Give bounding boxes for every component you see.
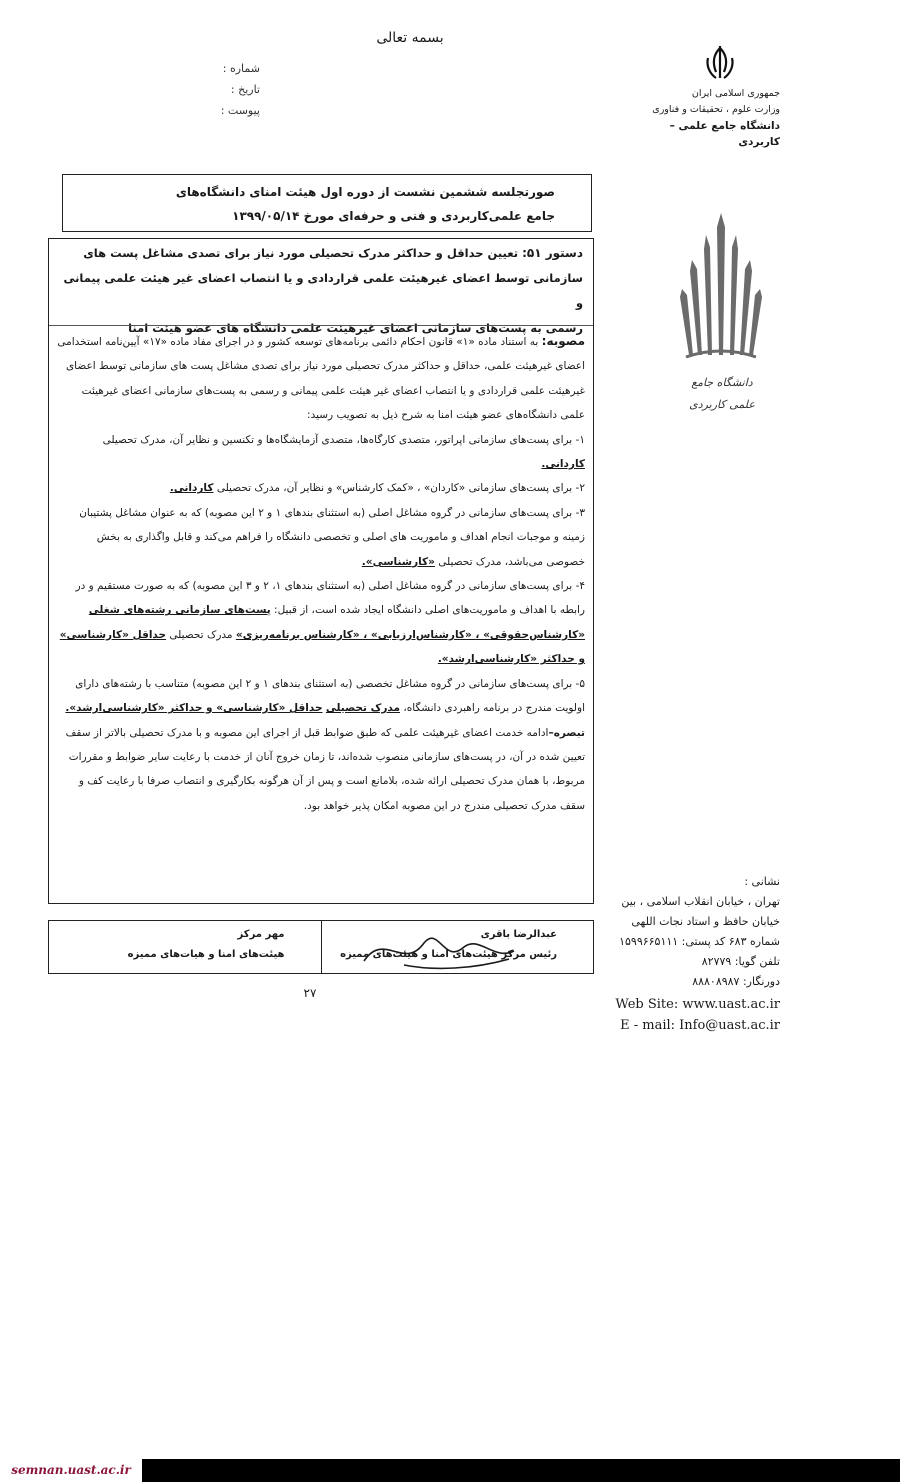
resolution-note (57, 721, 585, 819)
contact-address (596, 872, 780, 992)
seal-title: هیئت‌های امنا و هیات‌های ممیزه (127, 949, 285, 960)
address-line1: تهران ، خیابان انقلاب اسلامی ، بین (621, 895, 780, 908)
logo-text-line1: دانشگاه جامع (691, 376, 753, 389)
signer-name: عبدالرضا باقری (480, 929, 557, 940)
letter-meta (150, 58, 260, 121)
agenda-line1: تعیین حداقل و حداکثر مدرک تحصیلی مورد نیاز برای تصدی مشاغل پست های (83, 246, 519, 260)
website-text: Web Site: www.uast.ac.ir (615, 997, 780, 1012)
resolution-text (57, 329, 585, 818)
item-2-text: ۲- برای پست‌های سازمانی «کاردان» ، «کمک کارشناس» و نظایر آن، مدرک تحصیلی (216, 482, 585, 495)
item-2-degree: کاردانی. (169, 482, 214, 495)
item-3-degree: «کارشناسی». (361, 555, 435, 568)
item-4-degree-prefix: مدرک تحصیلی (169, 628, 233, 641)
resolution-item-4 (57, 574, 585, 672)
signature-cell-head (321, 921, 594, 973)
item-4-posts: پست‌های سازمانی رشته‌های شغلی «کارشناس‌حقوقی» ، «کارشناس‌ارزیابی» ، «کارشناس برنامه‌ریزی» (88, 604, 585, 641)
agenda-line3: رسمی به پست‌های سازمانی اعضای غیرهیئت علمی دانشگاه های عضو هیئت امنا (128, 321, 583, 335)
address-line5: دورنگار: ۸۸۸۰۸۹۸۷ (692, 975, 780, 988)
meeting-title-line2: جامع علمی‌کاربردی و فنی و حرفه‌ای مورخ ۱۳۹۹/۰۵/۱۴ (232, 209, 555, 223)
item-5-text: ۵- برای پست‌های سازمانی در گروه مشاغل تخصصی (به استثنای بندهای ۱ و ۲ این مصوبه) متناسب با رشته‌های دارای اولویت مندرج در برنامه راهبردی دانشگاه، (75, 677, 585, 715)
ministry-header (630, 86, 780, 150)
footer-bar (0, 1459, 900, 1482)
address-line3: شماره ۶۸۳ کد پستی: ۱۵۹۹۶۶۵۱۱۱ (619, 935, 780, 948)
agenda-line2: سازمانی توسط اعضای غیرهیئت علمی قراردادی و یا انتصاب اعضای غیر هیئت علمی پیمانی و (63, 271, 583, 310)
contact-web (596, 994, 780, 1036)
item-4-text: ۴- برای پست‌های سازمانی در گروه مشاغل اصلی (به استثنای بندهای ۱، ۲ و ۳ این مصوبه) که به صورت مستقیم و در رابطه با اهداف و ماموریت‌های اصلی دانشگاه ایجاد شده است، از قبیل: (75, 580, 585, 617)
address-line4: تلفن گویا: ۸۲۷۷۹ (701, 955, 780, 968)
agenda-label: دستور ۵۱: (522, 246, 583, 260)
resolution-item-1 (57, 428, 585, 477)
seal-label: مهر مرکز (237, 929, 285, 940)
logo-calligraphy (672, 372, 772, 416)
item-5-degree-prefix: مدرک تحصیلی (325, 702, 400, 715)
university-name: دانشگاه جامع علمی – کاربردی (669, 120, 780, 148)
item-5-degree: حداقل «کارشناسی» و حداکثر «کارشناسی‌ارشد». (65, 702, 323, 715)
address-line2: خیابان حافظ و استاد نجات اللهی (631, 915, 780, 928)
minutes-box (48, 238, 594, 904)
item-1-text: ۱- برای پست‌های سازمانی اپراتور، متصدی کارگاه‌ها، متصدی آزمایشگاه‌ها و تکنسین و نظایر آن، مدرک تحصیلی (102, 433, 585, 446)
meta-date: تاریخ : (230, 83, 260, 96)
note-label: تبصره– (548, 726, 585, 739)
meta-number: شماره : (222, 62, 260, 75)
agenda-divider (49, 325, 593, 326)
republic-text: جمهوری اسلامی ایران (691, 88, 780, 99)
item-4-degree: حداقل «کارشناسی» و حداکثر «کارشناسی‌ارشد». (59, 628, 585, 666)
resolution-intro: به استناد ماده «۱» قانون احکام دائمی برنامه‌های توسعه کشور و در اجرای مفاد ماده «۱۷» آیین‌نامه استخدامی اعضای غیرهیئت علمی، حداقل و حداکثر مدرک تحصیلی مورد نیاز برای تصدی مشاغل پست های سازمانی توسط اعضای غیرهیئت علمی قراردادی و یا انتصاب اعضای غیر هیئت علمی پیمانی و رسمی به پست‌های سازمانی اعضای غیرهیئت علمی دانشگاه‌های عضو هیئت امنا به شرح ذیل به تصویب رسید: (57, 336, 585, 422)
address-label: نشانی : (744, 875, 780, 888)
logo-text-line2: علمی کاربردی (689, 398, 755, 411)
signature-cell-seal (49, 921, 321, 973)
page-number: ۲۷ (303, 986, 317, 1000)
email-text: E - mail: Info@uast.ac.ir (620, 1018, 780, 1033)
resolution-item-2 (57, 476, 585, 500)
item-3-text: ۳- برای پست‌های سازمانی در گروه مشاغل اصلی (به استثنای بندهای ۱ و ۲ این مصوبه) که به عنوان مشاغل پشتیبان زمینه و موجبات انجام اهداف و ماموریت های اصلی و تخصصی دانشگاه را فراهم می‌کند و قابل واگذاری به بخش خصوصی می‌باشد، مدرک تحصیلی (79, 506, 585, 568)
meta-attachment: پیوست : (220, 104, 260, 117)
signature-scribble-icon (344, 921, 524, 975)
signer-title: رئیس مرکز هیئت‌های امنا و هیئت‌های ممیزه (340, 949, 557, 960)
resolution-item-3 (57, 501, 585, 574)
bismillah-heading: بسمه تعالی (376, 30, 444, 46)
university-logo-icon (676, 205, 766, 365)
meeting-title-box (62, 174, 592, 232)
iran-emblem-icon (696, 44, 744, 84)
note-text: ادامه خدمت اعضای غیرهیئت علمی که طبق ضوابط قبل از اجرای این مصوبه و با مدرک تحصیلی بالاتر از سقف تعیین شده در آن، در پست‌های سازمانی منصوب شده‌اند، تا زمان خروج آنان از خدمت با رعایت سایر ضوابط و مقررات مربوط، با همان مدرک تحصیلی ارائه شده، بلامانع است و پس از آن هرگونه بکارگیری و انتصاب صرفا با رعایت کف و سقف مدرک تحصیلی مندرج در این مصوبه امکان پذیر خواهد بود. (65, 726, 585, 812)
resolution-label: مصوبه: (541, 334, 585, 348)
resolution-item-5 (57, 672, 585, 721)
meeting-title-line1: صورتجلسه ششمین نشست از دوره اول هیئت امنای دانشگاه‌های (175, 185, 555, 199)
footer-site-link[interactable]: semnan.uast.ac.ir (0, 1459, 142, 1482)
ministry-text: وزارت علوم ، تحقیقات و فناوری (652, 104, 780, 115)
agenda-item (59, 241, 583, 341)
item-1-degree: کاردانی. (541, 458, 585, 471)
signature-table (48, 920, 594, 974)
